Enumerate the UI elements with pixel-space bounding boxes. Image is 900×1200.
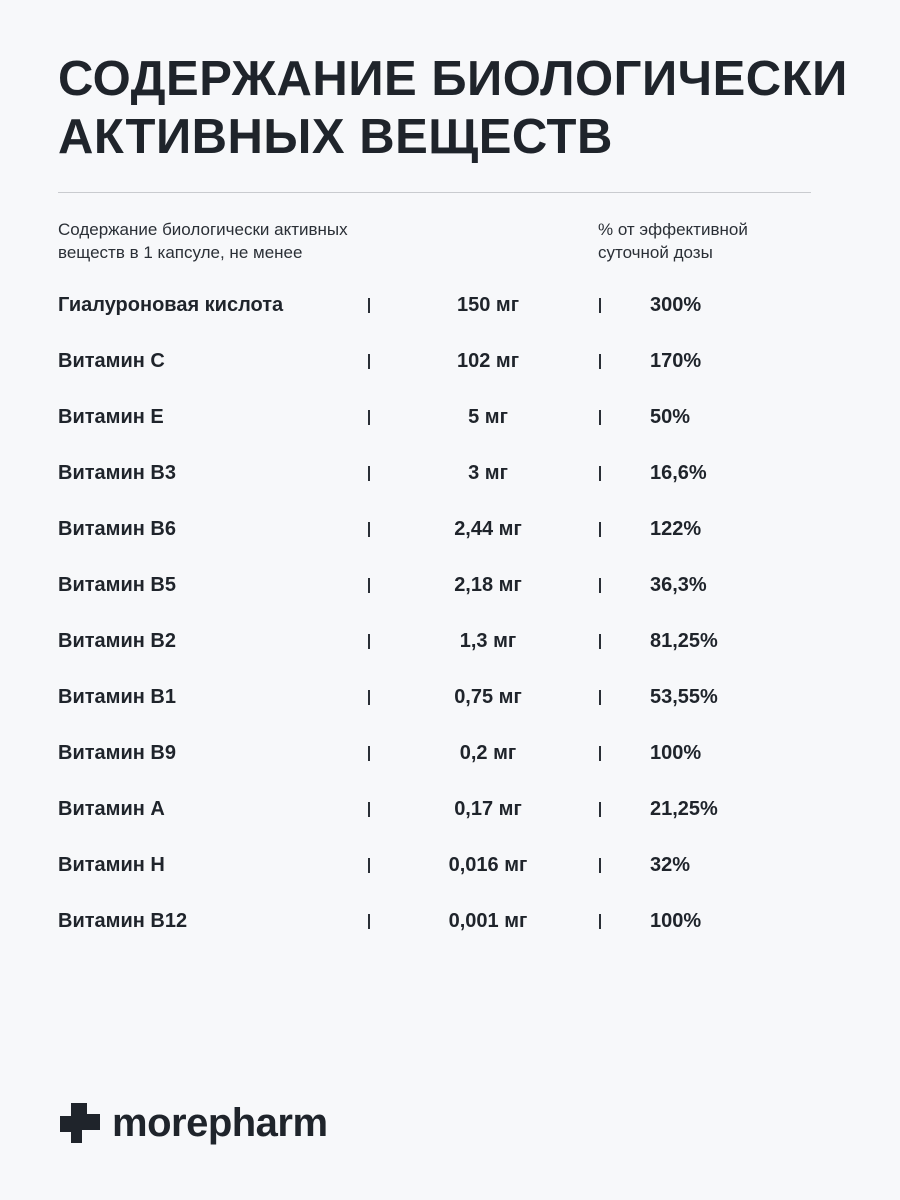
medical-cross-logo-icon (58, 1101, 102, 1145)
nutrient-amount: 2,18 мг (454, 574, 522, 596)
nutrient-amount: 0,001 мг (448, 910, 528, 932)
daily-dose-percent: 50% (650, 406, 691, 428)
daily-dose-percent: 122% (650, 518, 702, 540)
nutrient-amount: 150 мг (456, 294, 520, 316)
nutrient-name: Витамин А (58, 798, 165, 820)
column-separator (368, 746, 370, 761)
column-separator (599, 914, 601, 929)
nutrient-table (58, 277, 818, 949)
title-divider (58, 192, 811, 193)
content-header-line-1: Содержание биологически активных (58, 220, 348, 239)
nutrient-amount: 3 мг (468, 462, 508, 484)
daily-dose-percent: 300% (650, 294, 702, 316)
table-row (58, 837, 818, 893)
table-row (58, 389, 818, 445)
nutrient-amount: 2,44 мг (454, 518, 522, 540)
nutrient-name: Витамин С (58, 350, 165, 372)
brand-name: morepharm (112, 1101, 328, 1145)
column-separator (599, 298, 601, 313)
nutrient-name: Витамин В9 (58, 742, 176, 764)
content-header-line-2: веществ в 1 капсуле, не менее (58, 243, 303, 262)
column-separator (368, 914, 370, 929)
daily-dose-header-line-2: суточной дозы (598, 243, 713, 262)
nutrient-name: Витамин Е (58, 406, 164, 428)
daily-dose-percent: 100% (650, 742, 702, 764)
nutrient-amount: 5 мг (468, 406, 508, 428)
table-row (58, 669, 818, 725)
column-separator (599, 746, 601, 761)
column-separator (599, 410, 601, 425)
column-separator (368, 410, 370, 425)
column-separator (368, 522, 370, 537)
page-title-line-1: СОДЕРЖАНИЕ БИОЛОГИЧЕСКИ (58, 52, 848, 106)
column-separator (599, 522, 601, 537)
daily-dose-header-line-1: % от эффективной (598, 220, 748, 239)
content-column-header (58, 218, 458, 264)
column-separator (368, 634, 370, 649)
daily-dose-percent: 32% (650, 854, 691, 876)
table-row (58, 501, 818, 557)
table-row (58, 893, 818, 949)
nutrient-amount: 0,016 мг (448, 854, 528, 876)
column-separator (368, 858, 370, 873)
daily-dose-percent: 170% (650, 350, 702, 372)
daily-dose-percent: 100% (650, 910, 702, 932)
column-separator (368, 578, 370, 593)
daily-dose-percent: 16,6% (650, 462, 707, 484)
column-separator (368, 466, 370, 481)
daily-dose-percent: 81,25% (650, 630, 718, 652)
daily-dose-percent: 53,55% (650, 686, 718, 708)
column-separator (599, 634, 601, 649)
column-separator (599, 466, 601, 481)
table-row (58, 613, 818, 669)
daily-dose-percent: 21,25% (650, 798, 718, 820)
column-separator (368, 802, 370, 817)
nutrient-name: Витамин Н (58, 854, 165, 876)
table-row (58, 781, 818, 837)
nutrient-name: Витамин В5 (58, 574, 176, 596)
table-row (58, 725, 818, 781)
nutrient-name: Витамин В3 (58, 462, 176, 484)
table-row (58, 333, 818, 389)
nutrient-name: Витамин В12 (58, 910, 188, 932)
column-separator (599, 858, 601, 873)
daily-dose-column-header (598, 218, 818, 264)
column-separator (599, 578, 601, 593)
column-separator (599, 802, 601, 817)
table-row (58, 557, 818, 613)
nutrient-amount: 0,17 мг (454, 798, 522, 820)
nutrient-name: Витамин В6 (58, 518, 176, 540)
brand-logo (58, 1098, 328, 1148)
column-separator (599, 354, 601, 369)
page-title-line-2: АКТИВНЫХ ВЕЩЕСТВ (58, 110, 613, 164)
daily-dose-percent: 36,3% (650, 574, 707, 596)
nutrient-amount: 0,2 мг (459, 742, 517, 764)
nutrient-name: Гиалуроновая кислота (58, 294, 284, 316)
nutrient-amount: 1,3 мг (459, 630, 517, 652)
nutrient-amount: 0,75 мг (454, 686, 522, 708)
column-separator (599, 690, 601, 705)
table-row (58, 277, 818, 333)
column-separator (368, 354, 370, 369)
nutrient-name: Витамин В1 (58, 686, 176, 708)
page-title (58, 50, 858, 166)
column-separator (368, 298, 370, 313)
column-separator (368, 690, 370, 705)
nutrient-amount: 102 мг (456, 350, 520, 372)
table-row (58, 445, 818, 501)
nutrient-name: Витамин В2 (58, 630, 176, 652)
